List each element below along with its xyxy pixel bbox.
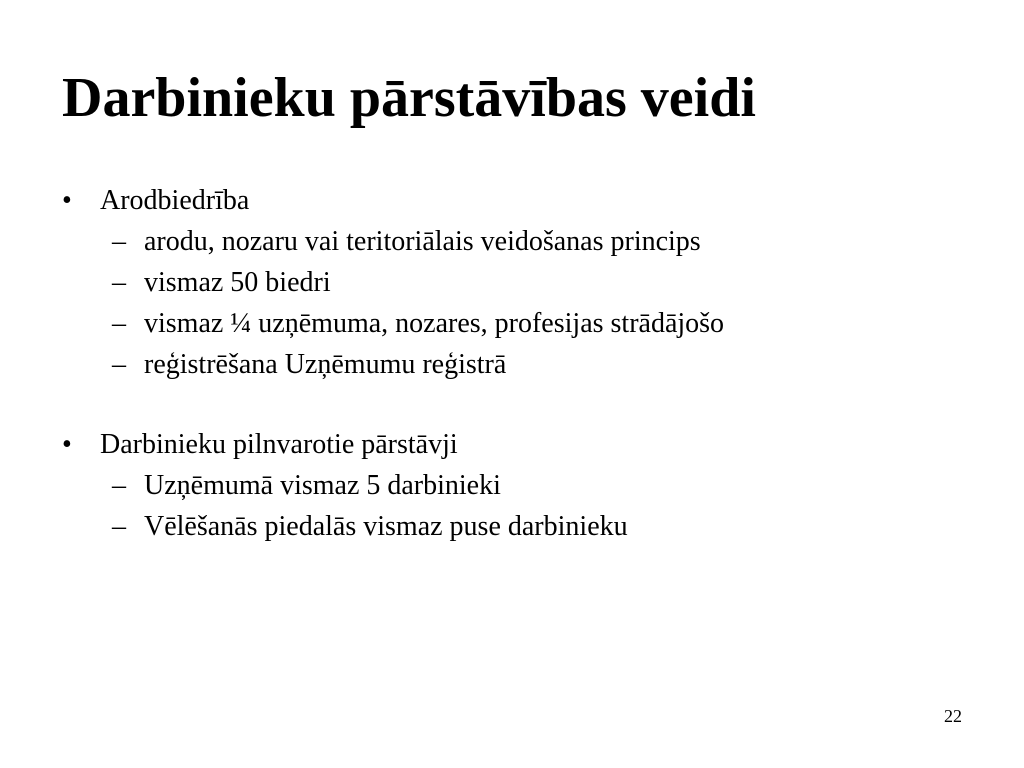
sub-item-text: Uzņēmumā vismaz 5 darbinieki — [144, 470, 501, 501]
dash-icon: – — [112, 470, 126, 501]
bullet-item — [62, 180, 724, 385]
sub-item-text: arodu, nozaru vai teritoriālais veidošanas princips — [144, 226, 701, 257]
bullet-icon: • — [62, 429, 72, 460]
sub-item-text: vismaz 50 biedri — [144, 267, 331, 298]
dash-icon: – — [112, 349, 126, 380]
dash-icon: – — [112, 267, 126, 298]
slide-title: Darbinieku pārstāvības veidi — [62, 67, 756, 129]
bullet-row — [62, 180, 724, 221]
bullet-item — [62, 424, 628, 547]
bullet-heading: Darbinieku pilnvarotie pārstāvji — [100, 429, 458, 460]
page-number: 22 — [944, 706, 962, 726]
sub-list — [62, 221, 724, 385]
sub-item — [62, 506, 628, 547]
sub-item-text: vismaz ¼ uzņēmuma, nozares, profesijas strādājošo — [144, 308, 725, 339]
sub-item — [62, 344, 724, 385]
sub-item-text: reģistrēšana Uzņēmumu reģistrā — [144, 349, 507, 380]
dash-icon: – — [112, 511, 126, 542]
sub-item — [62, 221, 724, 262]
sub-item-text: Vēlēšanās piedalās vismaz puse darbinieku — [144, 511, 628, 542]
bullet-heading: Arodbiedrība — [100, 185, 250, 216]
sub-item — [62, 262, 724, 303]
bullet-section-pilnvarotie — [62, 424, 628, 547]
dash-icon: – — [112, 226, 126, 257]
bullet-row — [62, 424, 628, 465]
bullet-section-arodbiedriba — [62, 180, 724, 385]
dash-icon: – — [112, 308, 126, 339]
sub-item — [62, 465, 628, 506]
sub-list — [62, 465, 628, 547]
sub-item — [62, 303, 724, 344]
bullet-icon: • — [62, 185, 72, 216]
